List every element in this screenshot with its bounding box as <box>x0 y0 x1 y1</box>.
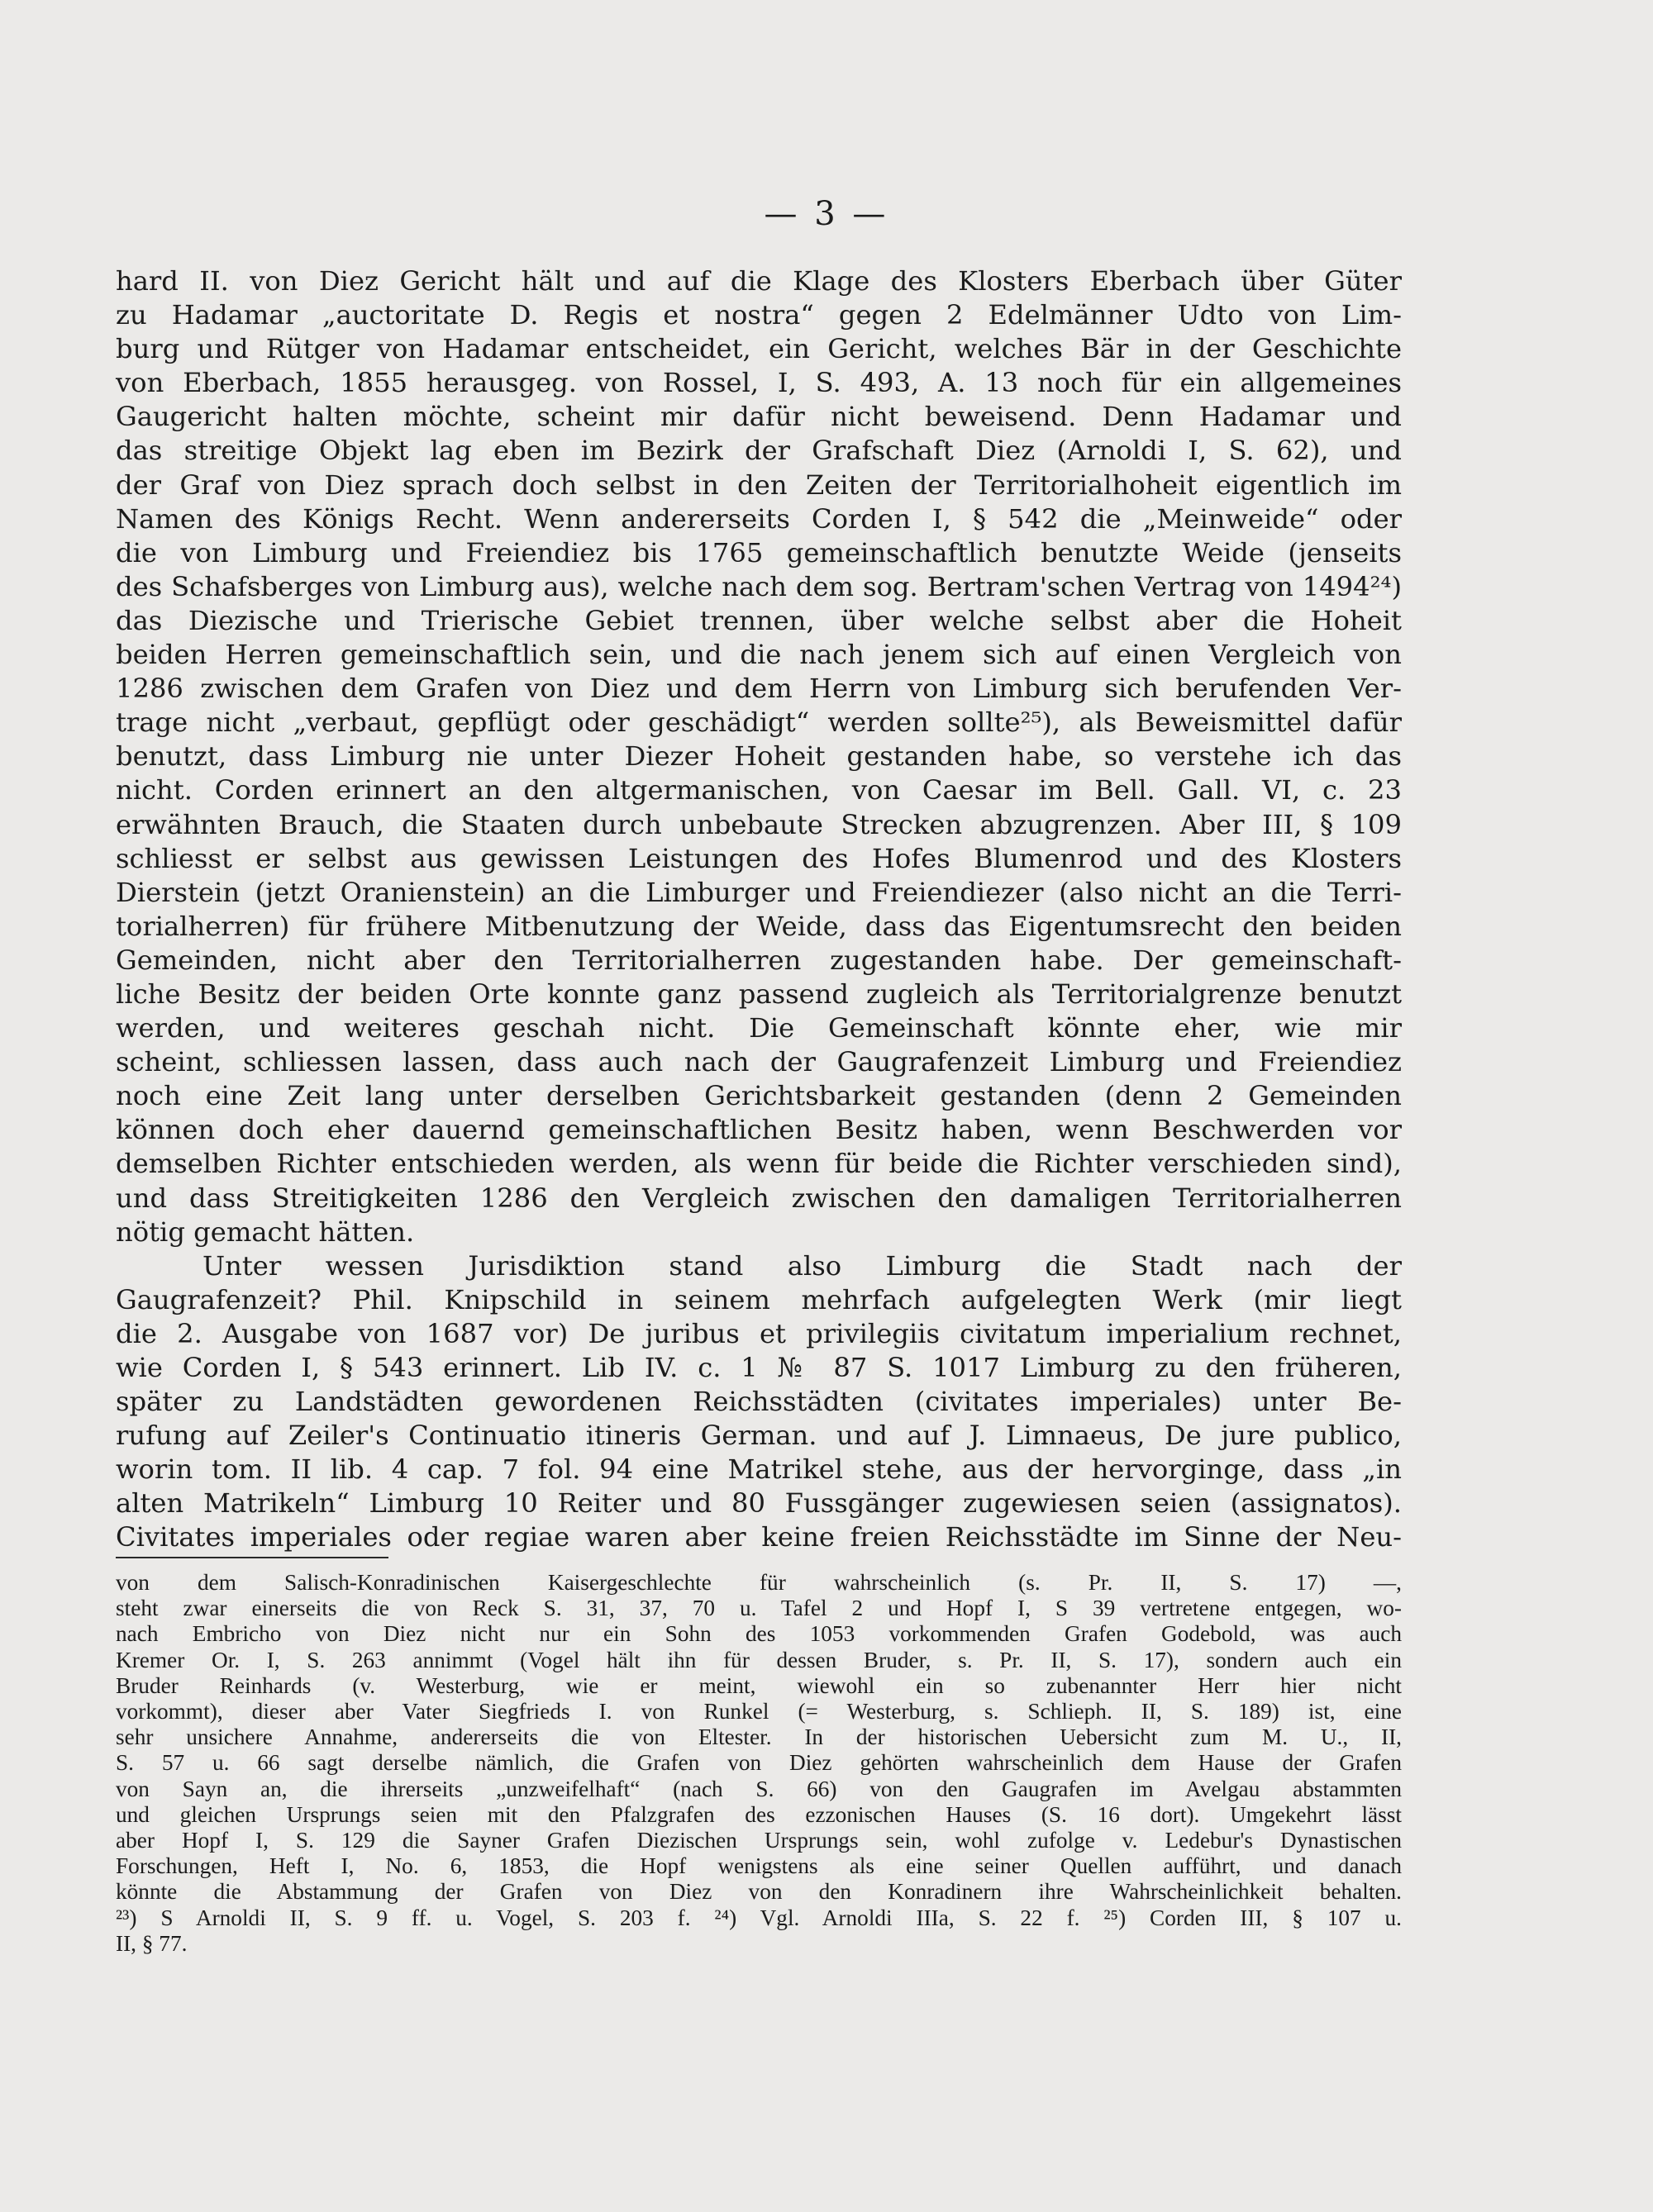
text-line: burg und Rütger von Hadamar entscheidet, ein Gericht, welches Bär in der Geschichte <box>116 333 1402 365</box>
text-line: wie Corden I, § 543 erinnert. Lib IV. c. 1 № 87 S. 1017 Limburg zu den früheren, <box>116 1352 1402 1383</box>
text-line: Namen des Königs Recht. Wenn andererseits Corden I, § 542 die „Meinweide“ oder <box>116 502 1402 535</box>
text-line: rufung auf Zeiler's Continuatio itineris German. und auf J. Limnaeus, De jure publico, <box>116 1420 1402 1452</box>
text-line: nötig gemacht hätten. <box>116 1215 415 1248</box>
footnote-line: ²³) S Arnoldi II, S. 9 ff. u. Vogel, S. 203 f. ²⁴) Vgl. Arnoldi IIIa, S. 22 f. ²⁵) Corden III, § 107 u. <box>116 1905 1402 1930</box>
text-line: die 2. Ausgabe von 1687 vor) De juribus et privilegiis civitatum imperialium rechnet, <box>116 1317 1402 1349</box>
footnote-line: sehr unsichere Annahme, andererseits die von Eltester. In der historischen Uebersicht zum M. U., II, <box>116 1724 1402 1750</box>
text-line: Civitates imperiales oder regiae waren aber keine freien Reichsstädte im Sinne der Neu- <box>116 1521 1402 1553</box>
footnotes <box>116 1570 1402 1957</box>
text-line: Dierstein (jetzt Oranienstein) an die Limburger und Freiendiezer (also nicht an die Terri- <box>116 876 1402 908</box>
text-line: noch eine Zeit lang unter derselben Gerichtsbarkeit gestanden (denn 2 Gemeinden <box>116 1080 1402 1112</box>
footnote-line: Kremer Or. I, S. 263 annimmt (Vogel hält ihn für dessen Bruder, s. Pr. II, S. 17), sondern auch ein <box>116 1647 1402 1672</box>
text-line: des Schafsberges von Limburg aus), welche nach dem sog. Bertram'schen Vertrag von 1494²⁴) <box>116 570 1402 602</box>
footnote-line: und gleichen Ursprungs seien mit den Pfalzgrafen des ezzonischen Hauses (S. 16 dort). Umgekehrt lässt <box>116 1801 1402 1827</box>
text-line: Unter wessen Jurisdiktion stand also Limburg die Stadt nach der <box>202 1249 1402 1282</box>
text-line: scheint, schliessen lassen, dass auch nach der Gaugrafenzeit Limburg und Freiendiez <box>116 1046 1402 1078</box>
text-line: zu Hadamar „auctoritate D. Regis et nostra“ gegen 2 Edelmänner Udto von Lim- <box>116 299 1402 331</box>
footnote-line: von dem Salisch-Konradinischen Kaisergeschlechte für wahrscheinlich (s. Pr. II, S. 17) —, <box>116 1570 1402 1595</box>
text-line: demselben Richter entschieden werden, als wenn für beide die Richter verschieden sind), <box>116 1148 1402 1180</box>
text-line: können doch eher dauernd gemeinschaftlichen Besitz haben, wenn Beschwerden vor <box>116 1114 1402 1146</box>
footnote-line: könnte die Abstammung der Grafen von Diez von den Konradinern ihre Wahrscheinlichkeit behalten. <box>116 1879 1402 1905</box>
footnote-line: vorkommt), dieser aber Vater Siegfrieds I. von Runkel (= Westerburg, s. Schlieph. II, S. 189) ist, eine <box>116 1699 1402 1724</box>
text-line: Gaugericht halten möchte, scheint mir dafür nicht beweisend. Denn Hadamar und <box>116 401 1402 433</box>
text-line: und dass Streitigkeiten 1286 den Vergleich zwischen den damaligen Territorialherren <box>116 1182 1402 1214</box>
text-line: erwähnten Brauch, die Staaten durch unbebaute Strecken abzugrenzen. Aber III, § 109 <box>116 808 1402 840</box>
footnote-line: II, § 77. <box>116 1930 188 1956</box>
text-line: torialherren) für frühere Mitbenutzung der Weide, dass das Eigentumsrecht den beiden <box>116 910 1402 942</box>
text-line: das Diezische und Trierische Gebiet trennen, über welche selbst aber die Hoheit <box>116 604 1402 636</box>
text-line: Gemeinden, nicht aber den Territorialherren zugestanden habe. Der gemeinschaft- <box>116 944 1402 976</box>
footnote-line: aber Hopf I, S. 129 die Sayner Grafen Diezischen Ursprungs sein, wohl zufolge v. Ledebur's Dynastischen <box>116 1828 1402 1853</box>
main-text <box>116 264 1402 1555</box>
text-line: 1286 zwischen dem Grafen von Diez und dem Herrn von Limburg sich berufenden Ver- <box>116 673 1402 705</box>
text-line: von Eberbach, 1855 herausgeg. von Rossel, I, S. 493, A. 13 noch für ein allgemeines <box>116 367 1402 399</box>
text-line: alten Matrikeln“ Limburg 10 Reiter und 80 Fussgänger zugewiesen seien (assignatos). <box>116 1487 1402 1520</box>
footnote-line: Bruder Reinhards (v. Westerburg, wie er meint, wiewohl ein so zubenannter Herr hier nicht <box>116 1672 1402 1698</box>
text-line: die von Limburg und Freiendiez bis 1765 gemeinschaftlich benutzte Weide (jenseits <box>116 536 1402 568</box>
page-number: — 3 — <box>764 195 889 233</box>
text-line: beiden Herren gemeinschaftlich sein, und die nach jenem sich auf einen Vergleich von <box>116 639 1402 671</box>
footnote-line: von Sayn an, die ihrerseits „unzweifelhaft“ (nach S. 66) von den Gaugrafen im Avelgau abstammten <box>116 1776 1402 1801</box>
footnote-line: S. 57 u. 66 sagt derselbe nämlich, die Grafen von Diez gehörten wahrscheinlich dem Hause der Grafen <box>116 1750 1402 1776</box>
footnote-line: steht zwar einerseits die von Reck S. 31, 37, 70 u. Tafel 2 und Hopf I, S 39 vertretene entgegen, wo- <box>116 1596 1402 1621</box>
text-line: benutzt, dass Limburg nie unter Diezer Hoheit gestanden habe, so verstehe ich das <box>116 740 1402 773</box>
footnote-rule <box>116 1557 388 1558</box>
text-line: der Graf von Diez sprach doch selbst in den Zeiten der Territorialhoheit eigentlich im <box>116 469 1402 501</box>
text-line: das streitige Objekt lag eben im Bezirk der Grafschaft Diez (Arnoldi I, S. 62), und <box>116 435 1402 467</box>
footnote-line: nach Embricho von Diez nicht nur ein Sohn des 1053 vorkommenden Grafen Godebold, was auch <box>116 1621 1402 1647</box>
text-line: schliesst er selbst aus gewissen Leistungen des Hofes Blumenrod und des Klosters <box>116 842 1402 874</box>
text-line: worin tom. II lib. 4 cap. 7 fol. 94 eine Matrikel stehe, aus der hervorginge, dass „in <box>116 1453 1402 1486</box>
footnote-line: Forschungen, Heft I, No. 6, 1853, die Hopf wenigstens als eine seiner Quellen aufführt, und danach <box>116 1853 1402 1879</box>
text-line: liche Besitz der beiden Orte konnte ganz passend zugleich als Territorialgrenze benutzt <box>116 978 1402 1010</box>
text-line: später zu Landstädten gewordenen Reichsstädten (civitates imperiales) unter Be- <box>116 1386 1402 1418</box>
text-line: hard II. von Diez Gericht hält und auf die Klage des Klosters Eberbach über Güter <box>116 265 1402 297</box>
text-line: trage nicht „verbaut, gepflügt oder geschädigt“ werden sollte²⁵), als Beweismittel dafür <box>116 706 1402 739</box>
text-line: nicht. Corden erinnert an den altgermanischen, von Caesar im Bell. Gall. VI, c. 23 <box>116 774 1402 806</box>
text-line: werden, und weiteres geschah nicht. Die Gemeinschaft könnte eher, wie mir <box>116 1012 1402 1044</box>
text-line: Gaugrafenzeit? Phil. Knipschild in seinem mehrfach aufgelegten Werk (mir liegt <box>116 1283 1402 1315</box>
